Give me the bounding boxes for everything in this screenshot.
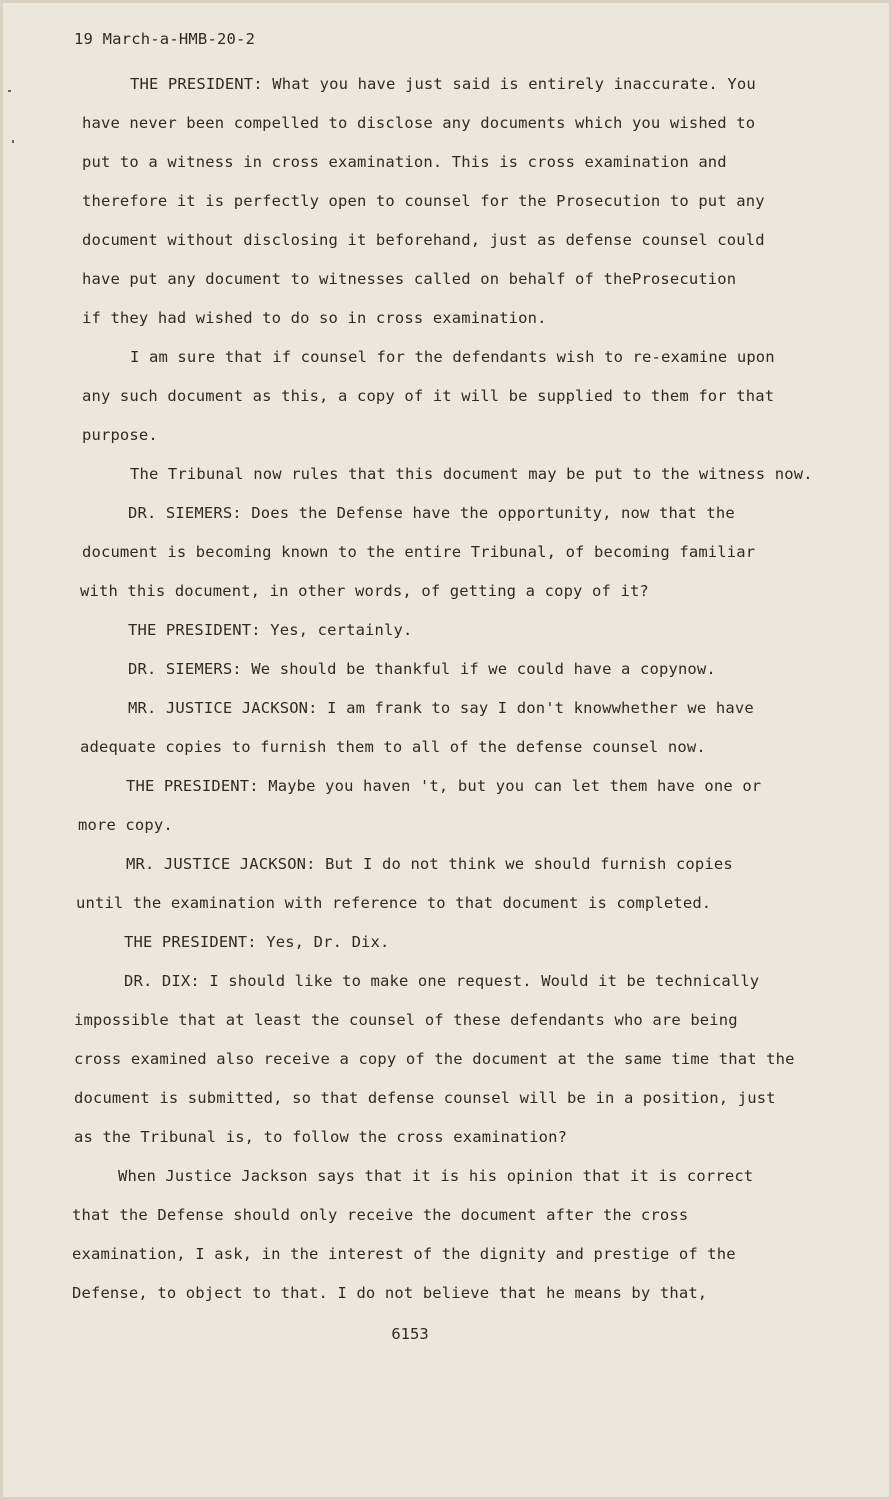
transcript-line: MR. JUSTICE JACKSON: I am frank to say I don't knowwhether we have (128, 699, 754, 717)
transcript-line: have put any document to witnesses called on behalf of theProsecution (82, 270, 737, 288)
transcript-line: put to a witness in cross examination. This is cross examination and (82, 153, 727, 171)
transcript-line: therefore it is perfectly open to counsel for the Prosecution to put any (82, 192, 765, 210)
transcript-line: if they had wished to do so in cross examination. (82, 309, 547, 327)
transcript-line: document without disclosing it beforehand, just as defense counsel could (82, 231, 765, 249)
transcript-line: DR. DIX: I should like to make one request. Would it be technically (124, 972, 760, 990)
transcript-line: THE PRESIDENT: What you have just said is entirely inaccurate. You (130, 75, 756, 93)
transcript-line: impossible that at least the counsel of these defendants who are being (74, 1011, 738, 1029)
transcript-line: cross examined also receive a copy of the document at the same time that the (74, 1050, 795, 1068)
transcript-line: as the Tribunal is, to follow the cross examination? (74, 1128, 568, 1146)
transcript-line: examination, I ask, in the interest of the dignity and prestige of the (72, 1245, 736, 1263)
transcript-line: THE PRESIDENT: Maybe you haven 't, but you can let them have one or (126, 777, 762, 795)
transcript-line: purpose. (82, 426, 158, 444)
transcript-line: that the Defense should only receive the document after the cross (72, 1206, 689, 1224)
transcript-line: have never been compelled to disclose any documents which you wished to (82, 114, 756, 132)
margin-mark (8, 90, 11, 92)
transcript-line: The Tribunal now rules that this document may be put to the witness now. (130, 465, 813, 483)
transcript-line: adequate copies to furnish them to all of the defense counsel now. (80, 738, 706, 756)
transcript-line: Defense, to object to that. I do not believe that he means by that, (72, 1284, 708, 1302)
transcript-line: DR. SIEMERS: We should be thankful if we could have a copynow. (128, 660, 716, 678)
transcript-line: document is becoming known to the entire Tribunal, of becoming familiar (82, 543, 756, 561)
document-reference: 19 March-a-HMB-20-2 (74, 30, 256, 48)
transcript-line: When Justice Jackson says that it is his opinion that it is correct (118, 1167, 754, 1185)
transcript-line: MR. JUSTICE JACKSON: But I do not think we should furnish copies (126, 855, 733, 873)
transcript-body (66, 65, 826, 1313)
transcript-line: more copy. (78, 816, 173, 834)
margin-mark (12, 140, 14, 143)
transcript-line: document is submitted, so that defense counsel will be in a position, just (74, 1089, 776, 1107)
transcript-line: THE PRESIDENT: Yes, certainly. (128, 621, 413, 639)
transcript-line: any such document as this, a copy of it will be supplied to them for that (82, 387, 775, 405)
transcript-line: I am sure that if counsel for the defendants wish to re-examine upon (130, 348, 775, 366)
page-number: 6153 (391, 1325, 429, 1343)
transcript-line: DR. SIEMERS: Does the Defense have the opportunity, now that the (128, 504, 735, 522)
transcript-line: until the examination with reference to that document is completed. (76, 894, 712, 912)
transcript-line: THE PRESIDENT: Yes, Dr. Dix. (124, 933, 390, 951)
transcript-line: with this document, in other words, of getting a copy of it? (80, 582, 649, 600)
